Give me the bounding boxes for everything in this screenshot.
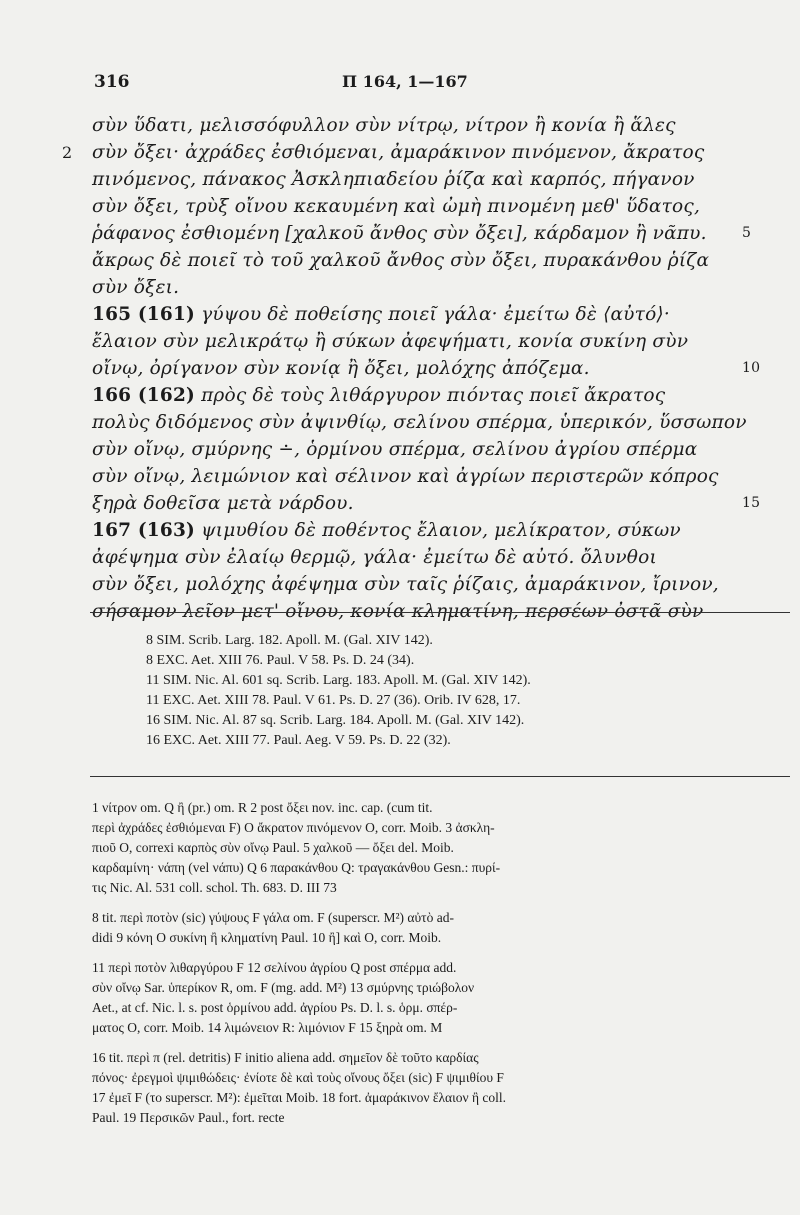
line-text: ἀφέψημα σὺν ἐλαίῳ θερμῷ, γάλα· ἐμείτω δὲ αὐτό. ὄλυνθοι <box>92 547 657 568</box>
divider-rule <box>90 776 790 777</box>
apparatus-line: τις Nic. Al. 531 coll. schol. Th. 683. D. III 73 <box>92 880 337 895</box>
page-number: 316 <box>94 72 130 92</box>
text-line <box>92 220 752 247</box>
apparatus-line: 16 tit. περὶ π (rel. detritis) F initio aliena add. σημεῖον δὲ τοῦτο καρδίας <box>92 1050 479 1065</box>
line-text: ῥάφανος ἐσθιομένη [χαλκοῦ ἄνθος σὺν ὄξει], κάρδαμον ἢ νᾶπυ. <box>92 223 707 244</box>
line-text: ψιμυθίου δὲ ποθέντος ἔλαιον, μελίκρατον, σύκων <box>194 520 681 541</box>
critical-apparatus <box>92 798 792 1128</box>
line-text: ἔλαιον σὺν μελικράτῳ ἢ σύκων ἀφεψήματι, κονία συκίνη σὺν <box>92 331 689 352</box>
line-text: σὺν ὄξει· ἀχράδες ἐσθιόμεναι, ἀμαράκινον πινόμενον, ἄκρατος <box>92 142 705 163</box>
testimonia-block <box>146 631 746 751</box>
line-text: οἴνῳ, ὀρίγανον σὺν κονίᾳ ἢ ὄξει, μολόχης ἀπόζεμα. <box>92 358 590 379</box>
line-number: 15 <box>742 495 761 511</box>
line-text: σὺν ὕδατι, μελισσόφυλλον σὺν νίτρῳ, νίτρον ἢ κονία ἢ ἅλες <box>92 115 676 136</box>
text-line <box>92 112 752 139</box>
apparatus-line: 17 ἐμεῖ F (το superscr. M²): ἐμεῖται Moib. 18 fort. ἀμαράκινον ἔλαιον ἢ coll. <box>92 1090 507 1105</box>
text-line <box>92 517 752 544</box>
testimonia-line: 8 SIM. Scrib. Larg. 182. Apoll. M. (Gal. XIV 142). <box>146 633 433 648</box>
line-text: πολὺς διδόμενος σὺν ἀψινθίῳ, σελίνου σπέρμα, ὑπερικόν, ὕσσωπον <box>92 412 747 433</box>
line-text: σὺν ὄξει. <box>92 277 180 298</box>
apparatus-line: περὶ ἀχράδες ἐσθιόμεναι F) O ἄκρατον πινόμενον O, corr. Moib. 3 ἀσκλη- <box>92 820 495 835</box>
apparatus-line: πόνος· ἐρεγμοὶ ψιμιθώδεις· ἐνίοτε δὲ καὶ τοὺς οἴνους ὄξει (sic) F ψιμιθίου F <box>92 1070 504 1085</box>
line-text: σὺν ὄξει, τρὺξ οἴνου κεκαυμένη καὶ ὠμὴ πινομένη μεθ' ὕδατος, <box>92 196 701 217</box>
testimonia-line: 8 EXC. Aet. XIII 76. Paul. V 58. Ps. D. 24 (34). <box>146 653 415 668</box>
line-text: σήσαμον λεῖον μετ' οἴνου, κονία κληματίνη, περσέων ὀστᾶ σὺν <box>92 601 704 622</box>
testimonia-line: 11 SIM. Nic. Al. 601 sq. Scrib. Larg. 183. Apoll. M. (Gal. XIV 142). <box>146 673 531 688</box>
apparatus-line: 1 νίτρον om. Q ἢ (pr.) om. R 2 post ὄξει nov. inc. cap. (cum tit. <box>92 800 433 815</box>
page-header <box>94 72 754 100</box>
testimonia-line: 16 SIM. Nic. Al. 87 sq. Scrib. Larg. 184. Apoll. M. (Gal. XIV 142). <box>146 713 525 728</box>
running-head: Π 164, 1—167 <box>342 72 468 91</box>
apparatus-line: 11 περὶ ποτὸν λιθαργύρου F 12 σελίνου ἀγρίου Q post σπέρμα add. <box>92 960 457 975</box>
text-line <box>92 193 752 220</box>
divider-rule <box>90 612 790 613</box>
apparatus-line: ματος O, corr. Moib. 14 λιμώνειον R: λιμόνιον F 15 ξηρὰ om. M <box>92 1020 443 1035</box>
line-number: 10 <box>742 360 761 376</box>
line-text: σὺν οἴνῳ, σμύρνης ∸, ὁρμίνου σπέρμα, σελίνου ἀγρίου σπέρμα <box>92 439 698 460</box>
line-number: 5 <box>742 225 752 241</box>
text-line <box>92 544 752 571</box>
line-text: πινόμενος, πάνακος Ἀσκληπιαδείου ῥίζα καὶ καρπός, πήγανον <box>92 169 695 190</box>
apparatus-gap <box>92 1038 792 1048</box>
apparatus-gap <box>92 898 792 908</box>
text-line <box>92 436 752 463</box>
testimonia-line: 11 EXC. Aet. XIII 78. Paul. V 61. Ps. D. 27 (36). Orib. IV 628, 17. <box>146 693 521 708</box>
chapter-number: 165 (161) <box>92 304 195 325</box>
line-text: ἄκρως δὲ ποιεῖ τὸ τοῦ χαλκοῦ ἄνθος σὺν ὄξει, πυρακάνθου ῥίζα <box>92 250 710 271</box>
line-text: ξηρὰ δοθεῖσα μετὰ νάρδου. <box>92 493 354 514</box>
line-text: σὺν οἴνῳ, λειμώνιον καὶ σέλινον καὶ ἀγρίων περιστερῶν κόπρος <box>92 466 719 487</box>
line-number: 2 <box>62 143 73 162</box>
text-line <box>92 274 752 301</box>
main-text <box>62 112 761 625</box>
apparatus-line: σὺν οἴνῳ Sar. ὑπερίκον R, om. F (mg. add. M²) 13 σμύρνης τριώβολον <box>92 980 475 995</box>
apparatus-line: didi 9 κόνη O συκίνη ἢ κληματίνη Paul. 10 ἢ] καὶ O, corr. Moib. <box>92 930 442 945</box>
testimonia-line: 16 EXC. Aet. XIII 77. Paul. Aeg. V 59. Ps. D. 22 (32). <box>146 733 451 748</box>
apparatus-gap <box>92 948 792 958</box>
line-text: γύψου δὲ ποθείσης ποιεῖ γάλα· ἐμείτω δὲ ⟨αὐτό⟩· <box>194 304 670 325</box>
text-line <box>92 247 752 274</box>
apparatus-line: πιοῦ O, correxi καρπὸς σὺν οἴνῳ Paul. 5 χαλκοῦ — ὄξει del. Moib. <box>92 840 454 855</box>
apparatus-line: 8 tit. περὶ ποτὸν (sic) γύψους F γάλα om. F (superscr. M²) αὐτὸ ad- <box>92 910 454 925</box>
apparatus-line: Paul. 19 Περσικῶν Paul., fort. recte <box>92 1110 285 1125</box>
line-text: σὺν ὄξει, μολόχης ἀφέψημα σὺν ταῖς ῥίζαις, ἀμαράκινον, ἴρινον, <box>92 574 719 595</box>
text-line <box>92 463 752 490</box>
chapter-number: 167 (163) <box>92 520 195 541</box>
apparatus-line: καρδαμίνη· νάπη (vel νάπυ) Q 6 παρακάνθου Q: τραγακάνθου Gesn.: πυρί- <box>92 860 501 875</box>
text-line <box>92 409 752 436</box>
text-line <box>92 490 761 517</box>
apparatus-line: Aet., at cf. Nic. l. s. post ὁρμίνου add. ἀγρίου Ps. D. l. s. ὁρμ. σπέρ- <box>92 1000 458 1015</box>
text-line <box>92 571 752 598</box>
text-line <box>92 328 752 355</box>
text-line <box>62 139 752 166</box>
line-text: πρὸς δὲ τοὺς λιθάργυρον πιόντας ποιεῖ ἄκρατος <box>194 385 666 406</box>
text-line <box>92 382 752 409</box>
text-line <box>92 355 761 382</box>
chapter-number: 166 (162) <box>92 385 195 406</box>
text-line <box>92 301 752 328</box>
text-line <box>92 166 752 193</box>
